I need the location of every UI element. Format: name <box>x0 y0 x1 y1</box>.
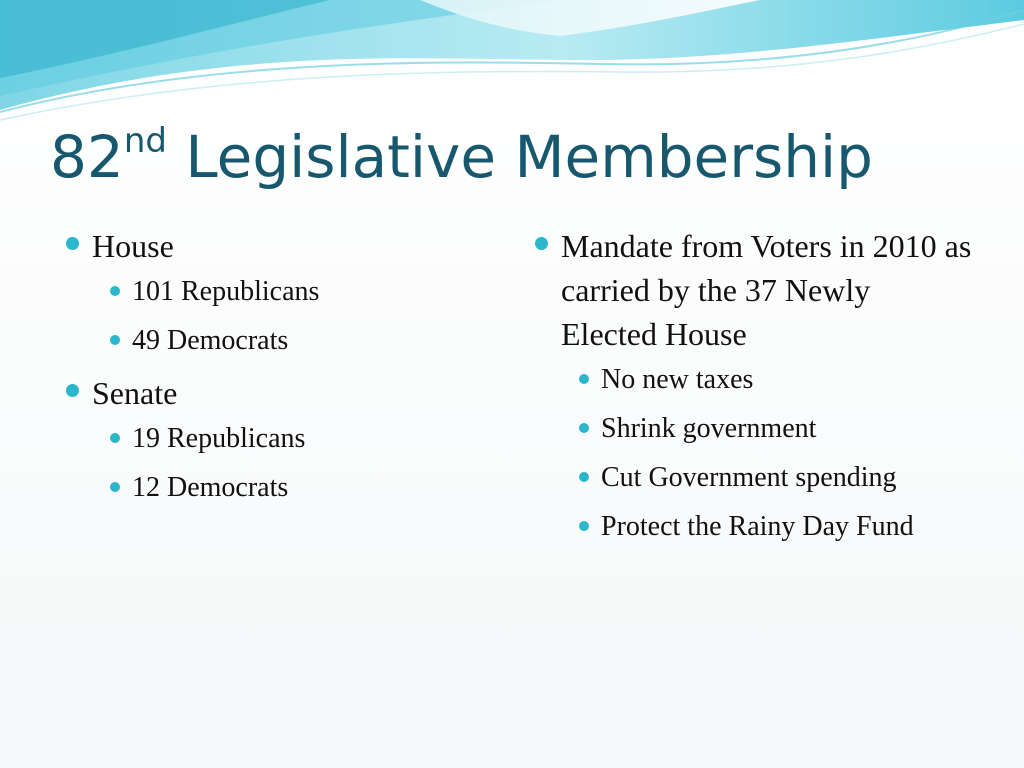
bullet-label: House <box>92 228 174 264</box>
slide-title <box>50 121 873 191</box>
sub-bullet-dot-icon <box>110 286 120 296</box>
sub-bullet <box>575 409 973 449</box>
sub-bullet-dot-icon <box>579 374 589 384</box>
title-text: Legislative Membership <box>166 123 873 191</box>
sub-bullet <box>575 458 973 498</box>
mandate-sub-list <box>575 360 973 547</box>
sub-bullet-dot-icon <box>110 335 120 345</box>
bullet-dot-icon <box>535 237 548 250</box>
sub-bullet-dot-icon <box>579 521 589 531</box>
bullet-house <box>64 224 484 361</box>
senate-sub-list <box>106 419 484 508</box>
title-number: 82 <box>50 123 124 191</box>
bullet-senate <box>64 371 484 508</box>
bullet-label: Mandate from Voters in 2010 as carried by the 37 Newly Elected House <box>561 228 972 352</box>
sub-bullet-text: 101 Republicans <box>132 276 320 307</box>
sub-bullet-text: 12 Democrats <box>132 472 289 503</box>
sub-bullet-text: No new taxes <box>601 364 754 395</box>
left-bullet-list <box>64 224 484 517</box>
sub-bullet <box>106 419 484 459</box>
sub-bullet <box>106 272 484 312</box>
house-sub-list <box>106 272 484 361</box>
sub-bullet <box>575 507 973 547</box>
sub-bullet <box>106 468 484 508</box>
decorative-wave-header <box>0 0 1024 130</box>
sub-bullet-text: Protect the Rainy Day Fund <box>601 511 914 542</box>
sub-bullet-text: 19 Republicans <box>132 423 306 454</box>
sub-bullet <box>575 360 973 400</box>
bullet-dot-icon <box>66 237 79 250</box>
sub-bullet-text: Cut Government spending <box>601 462 897 493</box>
sub-bullet-text: Shrink government <box>601 413 817 444</box>
sub-bullet-dot-icon <box>110 433 120 443</box>
sub-bullet <box>106 321 484 361</box>
bullet-dot-icon <box>66 384 79 397</box>
title-ordinal-suffix: nd <box>123 121 167 161</box>
bullet-mandate <box>533 224 973 547</box>
sub-bullet-dot-icon <box>579 472 589 482</box>
sub-bullet-text: 49 Democrats <box>132 325 289 356</box>
right-bullet-list <box>533 224 973 556</box>
sub-bullet-dot-icon <box>110 482 120 492</box>
bullet-label: Senate <box>92 375 178 411</box>
sub-bullet-dot-icon <box>579 423 589 433</box>
